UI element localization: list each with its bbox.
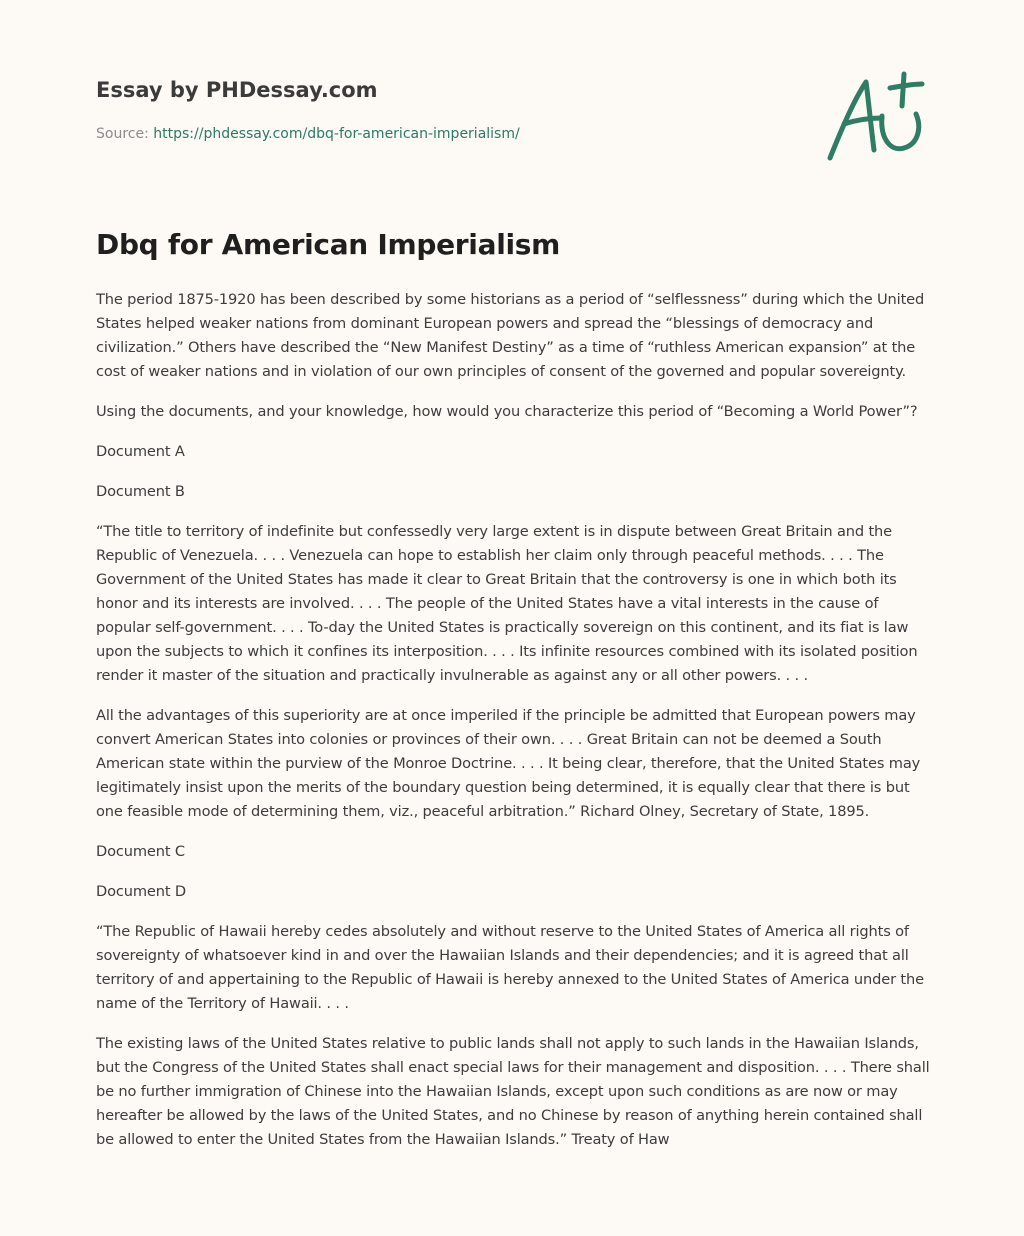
document-label: Document B <box>96 483 185 500</box>
paragraph: “The title to territory of indefinite but confessedly very large extent is in dispute between Great Britain and the Republic of Venezuela. . . . Venezuela can hope to establish her claim only through peaceful methods. . . . The Government of the United States has made it clear to Great Britain that the controversy is one in which both its honor and its interests are involved. . . . The people of the United States have a vital interests in the cause of popular self-government. . . . To-day the United States is practically sovereign on this continent, and its fiat is law upon the subjects to which it confines its interposition. . . . Its infinite resources combined with its isolated position render it master of the situation and practically invulnerable as against any or all other powers. . . . <box>96 523 918 684</box>
a-plus-logo-icon <box>820 66 930 166</box>
document-label: Document C <box>96 843 185 860</box>
source-link[interactable]: https://phdessay.com/dbq-for-american-imperialism/ <box>153 126 520 142</box>
document-label: Document D <box>96 883 186 900</box>
paragraph: The existing laws of the United States relative to public lands shall not apply to such lands in the Hawaiian Islands, but the Congress of the United States shall enact special laws for their management and disposition. . . . There shall be no further immigration of Chinese into the Hawaiian Islands, except upon such conditions as are now or may hereafter be allowed by the laws of the United States, and no Chinese by reason of anything herein contained shall be allowed to enter the United States from the Hawaiian Islands.” Treaty of Haw <box>96 1035 930 1148</box>
document-label: Document A <box>96 443 185 460</box>
paragraph: Using the documents, and your knowledge, how would you characterize this period of “Becoming a World Power”? <box>96 403 918 420</box>
header <box>96 76 796 144</box>
paragraph: All the advantages of this superiority are at once imperiled if the principle be admitted that European powers may convert American States into colonies or provinces of their own. . . . Great Britain can not be deemed a South American state within the purview of the Monroe Doctrine. . . . It being clear, therefore, that the United States may legitimately insist upon the merits of the boundary question being determined, it is equally clear that there is but one feasible mode of determining them, viz., peaceful arbitration.” Richard Olney, Secretary of State, 1895. <box>96 707 921 820</box>
source-label: Source: <box>96 126 154 142</box>
paragraph: The period 1875-1920 has been described by some historians as a period of “selflessness” during which the United States helped weaker nations from dominant European powers and spread the “blessings of democracy and civilization.” Others have described the “New Manifest Destiny” as a time of “ruthless American expansion” at the cost of weaker nations and in violation of our own principles of consent of the governed and popular sovereignty. <box>96 291 925 380</box>
source-line <box>96 124 796 144</box>
brand-title: Essay by PHDessay.com <box>96 78 378 102</box>
article <box>96 226 932 1168</box>
paragraph: “The Republic of Hawaii hereby cedes absolutely and without reserve to the United States of America all rights of sovereignty of whatsoever kind in and over the Hawaiian Islands and their dependencies; and it is agreed that all territory of and appertaining to the Republic of Hawaii is hereby annexed to the United States of America under the name of the Territory of Hawaii. . . . <box>96 923 924 1012</box>
article-title: Dbq for American Imperialism <box>96 228 561 261</box>
